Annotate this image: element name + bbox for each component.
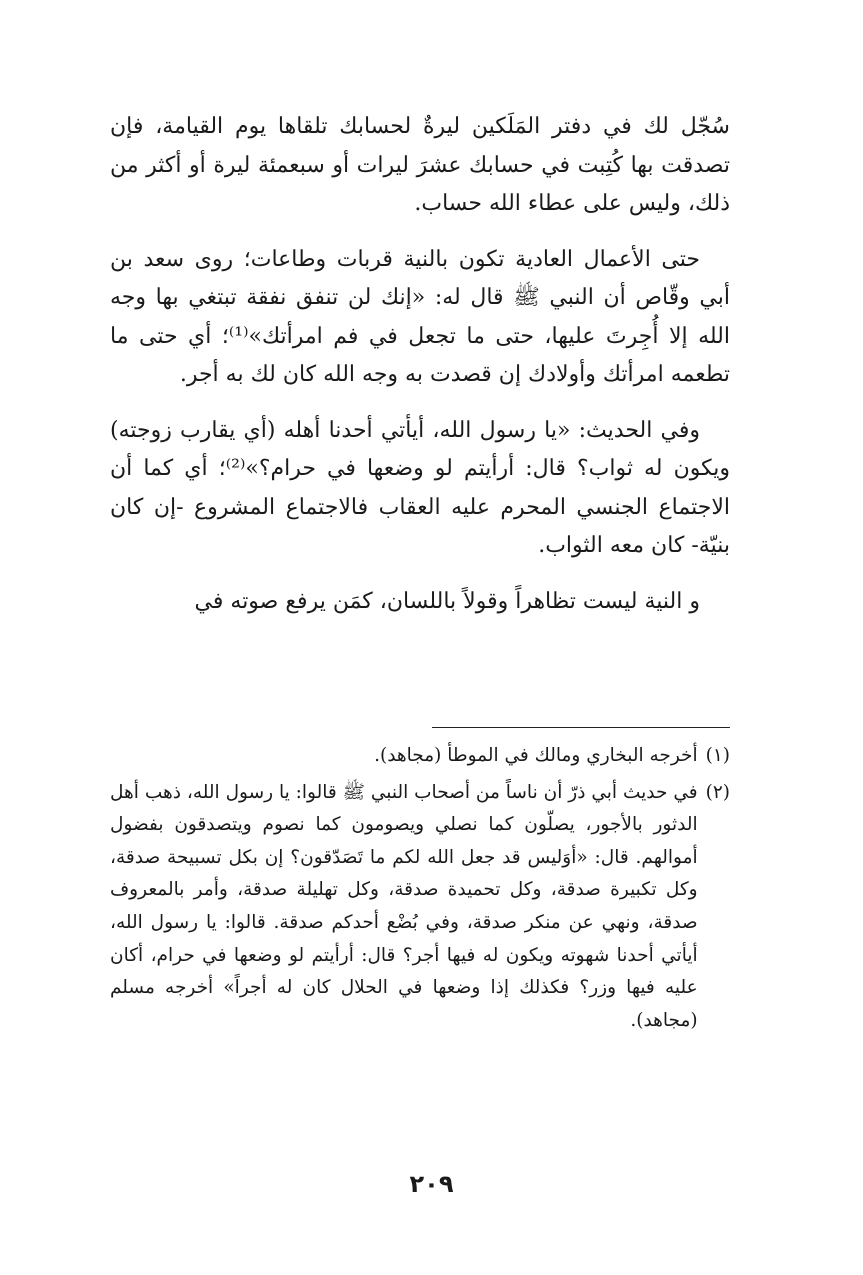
footnote-text: في حديث أبي ذرّ أن ناساً من أصحاب النبي ﷺ قالوا: يا رسول الله، ذهب أهل الدثور بالأجور، يصلّون كما نصلي ويصومون كما نصوم ويتصدقون بفضول أموالهم. قال: «أوَليس قد جعل الله لكم ما تَصَدّقون؟ إن بكل تسبيحة صدقة، وكل تكبيرة صدقة، وكل تحميدة صدقة، وكل تهليلة صدقة، وأمر بالمعروف صدقة، ونهي عن منكر صدقة، وفي بُضْع أحدكم صدقة. قالوا: يا رسول الله، أيأتي أحدنا شهوته ويكون له فيها أجر؟ قال: أرأيتم لو وضعها في حرام، أكان عليه فيها وزر؟ فكذلك إذا وضعها في الحلال كان له أجراً» أخرجه مسلم (مجاهد). xyxy=(110,781,698,1031)
paragraph-1: سُجّل لك في دفتر المَلَكين ليرةٌ لحسابك تلقاها يوم القيامة، فإن تصدقت بها كُتِبت في حسابك عشرَ ليرات أو سبعمئة ليرة أو أكثر من ذلك، وليس على عطاء الله حساب. xyxy=(110,114,730,216)
paragraph-2: حتى الأعمال العادية تكون بالنية قربات وطاعات؛ روى سعد بن أبي وقّاص أن النبي ﷺ قال له: «إنك لن تنفق نفقة تبتغي بها وجه الله إلا أُجِرتَ عليها، حتى ما تجعل في فم امرأتك»⁽¹⁾؛ أي حتى ما تطعمه امرأتك وأولادك إن قصدت به وجه الله كان لك به أجر. xyxy=(110,246,730,387)
footnote-text: أخرجه البخاري ومالك في الموطأ (مجاهد). xyxy=(374,745,698,766)
footnote-separator xyxy=(432,727,730,728)
footnote-1 xyxy=(110,740,730,773)
footnote-2 xyxy=(110,777,730,1038)
paragraph-3: وفي الحديث: «يا رسول الله، أيأتي أحدنا أهله (أي يقارب زوجته) ويكون له ثواب؟ قال: أرأيتم لو وضعها في حرام؟»⁽²⁾؛ أي كما أن الاجتماع الجنسي المحرم عليه العقاب فالاجتماع المشروع -إن كان بنيّة- كان معه الثواب. xyxy=(110,417,731,558)
page-number: ٢٠٩ xyxy=(409,1170,454,1198)
footnote-number: (٢) xyxy=(705,781,730,803)
paragraph-4: و النية ليست تظاهراً وقولاً باللسان، كمَن يرفع صوته في xyxy=(194,588,700,614)
footnotes xyxy=(110,740,730,1041)
footnote-number: (١) xyxy=(705,745,730,766)
main-text xyxy=(110,108,730,638)
